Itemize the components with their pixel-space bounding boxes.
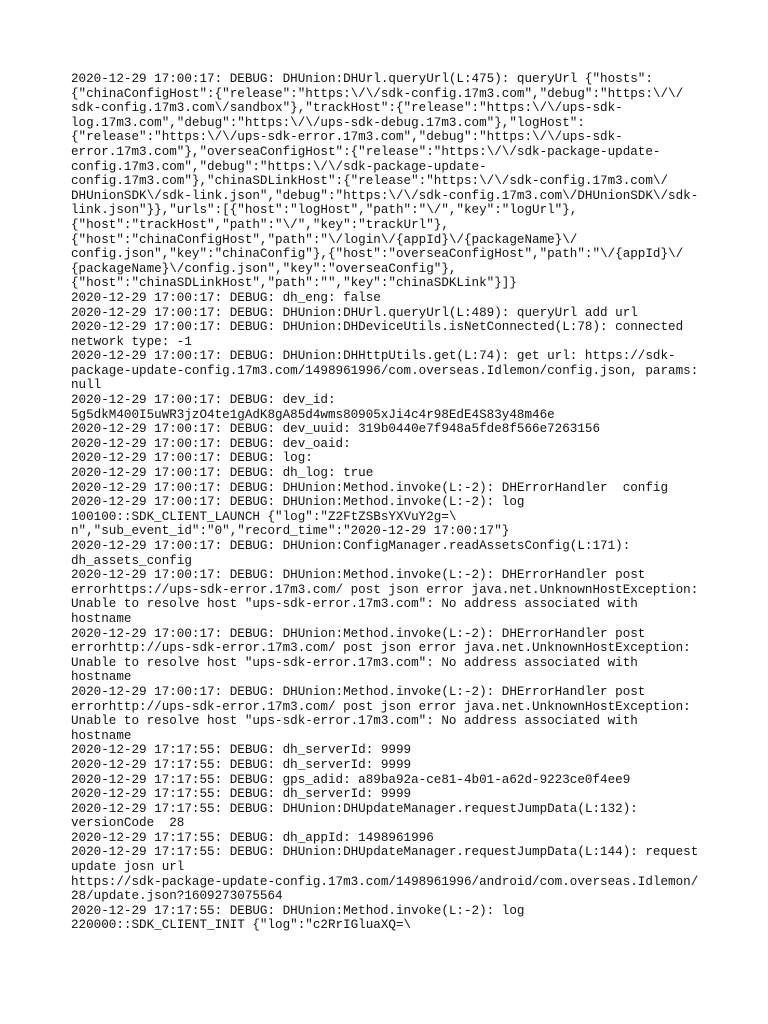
log-line: 2020-12-29 17:17:55: DEBUG: dh_serverId: 9999: [71, 743, 412, 758]
log-line: hostname: [71, 670, 132, 685]
log-line: error.17m3.com"},"overseaConfigHost":{"release":"https:\/\/sdk-package-update-: [71, 144, 661, 159]
log-line: 100100::SDK_CLIENT_LAUNCH {"log":"Z2FtZSBsYXVuY2g=\: [71, 509, 457, 524]
log-line: Unable to resolve host "ups-sdk-error.17m3.com": No address associated with: [71, 655, 638, 670]
log-line: 2020-12-29 17:17:55: DEBUG: dh_serverId: 9999: [71, 787, 412, 802]
log-line: null: [71, 378, 102, 393]
log-line: update josn url: [71, 860, 185, 875]
log-line: {"host":"trackHost","path":"\/","key":"trackUrl"},: [71, 217, 449, 232]
log-line: 2020-12-29 17:00:17: DEBUG: dev_oaid:: [71, 436, 351, 451]
log-line: 2020-12-29 17:00:17: DEBUG: DHUnion:Method.invoke(L:-2): DHErrorHandler config: [71, 480, 669, 495]
log-line: 5g5dkM400I5uWR3jzO4te1gAdK8gA85d4wms80905xJi4c4r98EdE4S83y48m46e: [71, 407, 555, 422]
log-line: 2020-12-29 17:00:17: DEBUG: DHUnion:Method.invoke(L:-2): DHErrorHandler post: [71, 684, 646, 699]
log-line: Unable to resolve host "ups-sdk-error.17m3.com": No address associated with: [71, 597, 638, 612]
log-line: hostname: [71, 611, 132, 626]
log-line: 2020-12-29 17:00:17: DEBUG: DHUnion:DHDeviceUtils.isNetConnected(L:78): connected: [71, 320, 684, 335]
log-line: 2020-12-29 17:17:55: DEBUG: DHUnion:Method.invoke(L:-2): log: [71, 903, 525, 918]
log-line: sdk-config.17m3.com\/sandbox"},"trackHost":{"release":"https:\/\/ups-sdk-: [71, 101, 623, 116]
log-line: errorhttp://ups-sdk-error.17m3.com/ post json error java.net.UnknownHostException:: [71, 699, 691, 714]
log-line: 2020-12-29 17:17:55: DEBUG: gps_adid: a89ba92a-ce81-4b01-a62d-9223ce0f4ee9: [71, 772, 631, 787]
log-line: {"release":"https:\/\/ups-sdk-error.17m3.com","debug":"https:\/\/ups-sdk-: [71, 130, 623, 145]
log-line: DHUnionSDK\/sdk-link.json","debug":"https:\/\/sdk-config.17m3.com\/DHUnionSDK\/sdk-: [71, 188, 699, 203]
log-line: https://sdk-package-update-config.17m3.com/1498961996/android/com.overseas.Idlemon/: [71, 874, 699, 889]
log-line: 220000::SDK_CLIENT_INIT {"log":"c2RrIGluaXQ=\: [71, 918, 412, 933]
log-line: Unable to resolve host "ups-sdk-error.17m3.com": No address associated with: [71, 714, 638, 729]
log-line: {"chinaConfigHost":{"release":"https:\/\/sdk-config.17m3.com","debug":"https:\/\/: [71, 86, 684, 101]
log-line: 2020-12-29 17:00:17: DEBUG: DHUnion:DHUrl.queryUrl(L:475): queryUrl {"hosts":: [71, 72, 653, 86]
log-line: config.17m3.com"},"chinaSDLinkHost":{"release":"https:\/\/sdk-config.17m3.com\/: [71, 174, 669, 189]
log-line: errorhttp://ups-sdk-error.17m3.com/ post json error java.net.UnknownHostException:: [71, 641, 691, 656]
log-line: 2020-12-29 17:00:17: DEBUG: DHUnion:DHUrl.queryUrl(L:489): queryUrl add url: [71, 305, 638, 320]
log-line: 2020-12-29 17:00:17: DEBUG: DHUnion:Method.invoke(L:-2): DHErrorHandler post: [71, 626, 646, 641]
log-line: 2020-12-29 17:00:17: DEBUG: dev_uuid: 319b0440e7f948a5fde8f566e7263156: [71, 422, 601, 437]
log-line: versionCode 28: [71, 816, 185, 831]
log-line: n","sub_event_id":"0","record_time":"2020-12-29 17:00:17"}: [71, 524, 510, 539]
log-document: [71, 72, 711, 933]
log-line: config.17m3.com","debug":"https:\/\/sdk-package-update-: [71, 159, 487, 174]
log-line: config.json","key":"chinaConfig"},{"host":"overseaConfigHost","path":"\/{appId}\/: [71, 247, 684, 262]
log-line: {packageName}\/config.json","key":"overseaConfig"},: [71, 261, 457, 276]
log-line: 2020-12-29 17:00:17: DEBUG: dev_id:: [71, 393, 336, 408]
log-line: 2020-12-29 17:17:55: DEBUG: dh_serverId: 9999: [71, 757, 412, 772]
log-line: hostname: [71, 728, 132, 743]
log-line: 2020-12-29 17:00:17: DEBUG: dh_log: true: [71, 466, 374, 481]
log-line: 2020-12-29 17:17:55: DEBUG: dh_appId: 1498961996: [71, 830, 434, 845]
log-line: 2020-12-29 17:00:17: DEBUG: DHUnion:ConfigManager.readAssetsConfig(L:171):: [71, 539, 631, 553]
log-line: network type: -1: [71, 334, 192, 349]
log-line: package-update-config.17m3.com/1498961996/com.overseas.Idlemon/config.json, params:: [71, 363, 699, 378]
log-line: 2020-12-29 17:17:55: DEBUG: DHUnion:DHUpdateManager.requestJumpData(L:144): request: [71, 845, 699, 860]
log-line: dh_assets_config: [71, 553, 192, 568]
log-line: 2020-12-29 17:00:17: DEBUG: log:: [71, 451, 313, 466]
log-line: log.17m3.com","debug":"https:\/\/ups-sdk-debug.17m3.com"},"logHost":: [71, 115, 585, 130]
log-line: link.json"}},"urls":[{"host":"logHost","path":"\/","key":"logUrl"},: [71, 203, 578, 218]
log-line: 28/update.json?1609273075564: [71, 889, 283, 904]
log-line: 2020-12-29 17:17:55: DEBUG: DHUnion:DHUpdateManager.requestJumpData(L:132):: [71, 801, 638, 816]
log-line: 2020-12-29 17:00:17: DEBUG: DHUnion:Method.invoke(L:-2): DHErrorHandler post: [71, 568, 646, 583]
log-line: {"host":"chinaSDLinkHost","path":"","key":"chinaSDKLink"}]}: [71, 276, 517, 291]
log-line: 2020-12-29 17:00:17: DEBUG: dh_eng: false: [71, 290, 381, 305]
log-line: 2020-12-29 17:00:17: DEBUG: DHUnion:DHHttpUtils.get(L:74): get url: https://sdk-: [71, 349, 676, 364]
log-line: errorhttps://ups-sdk-error.17m3.com/ post json error java.net.UnknownHostException:: [71, 582, 699, 597]
log-line: 2020-12-29 17:00:17: DEBUG: DHUnion:Method.invoke(L:-2): log: [71, 495, 525, 510]
log-line: {"host":"chinaConfigHost","path":"\/login\/{appId}\/{packageName}\/: [71, 232, 578, 247]
